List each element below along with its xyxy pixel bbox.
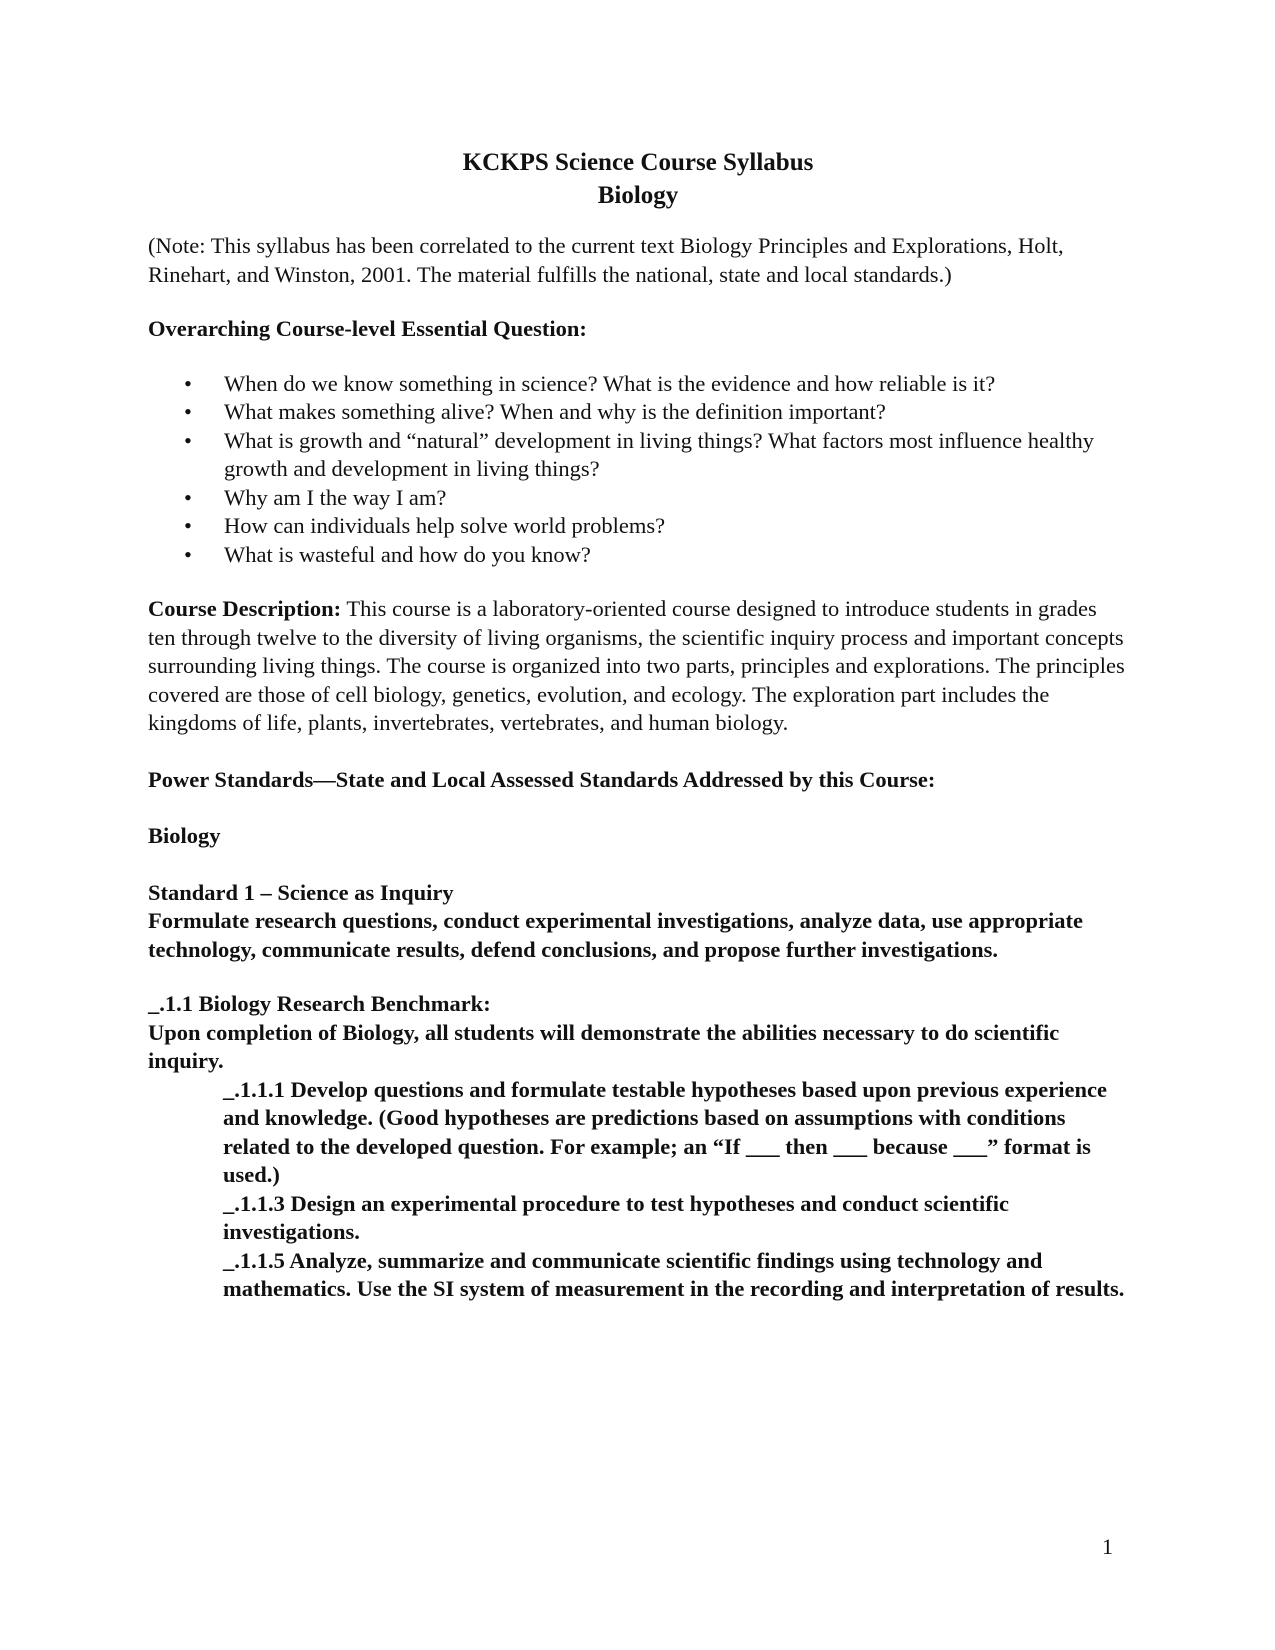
title-line-2: Biology (597, 182, 679, 209)
benchmark-item: _.1.1.3 Design an experimental procedure to test hypotheses and conduct scientific investigations. (223, 1190, 1010, 1244)
list-item-text: Why am I the way I am? (224, 484, 447, 510)
title-line-1: KCKPS Science Course Syllabus (462, 149, 814, 176)
list-item (148, 398, 1128, 427)
list-item (148, 484, 1128, 513)
page-number: 1 (1102, 1534, 1113, 1559)
standard-1-title: Standard 1 – Science as Inquiry (148, 879, 454, 905)
list-item-text: What is wasteful and how do you know? (224, 541, 591, 567)
bullet-icon: • (184, 427, 192, 453)
syllabus-note: (Note: This syllabus has been correlated to the current text Biology Principles and Explorations, Holt, Rinehart, and Winston, 2001. The material fulfills the national, state and local standards.) (148, 233, 1064, 287)
list-item (148, 427, 1128, 484)
list-item-text: What is growth and “natural” development in living things? What factors most influence healthy growth and development in living things? (224, 427, 1094, 481)
standard-1-text: Formulate research questions, conduct experimental investigations, analyze data, use appropriate technology, communicate results, defend conclusions, and propose further investigations. (148, 908, 1083, 962)
bullet-icon: • (184, 541, 192, 567)
document-title (148, 146, 1128, 212)
list-item-text: What makes something alive? When and why is the definition important? (224, 399, 886, 424)
list-item-text: When do we know something in science? What is the evidence and how reliable is it? (224, 370, 996, 396)
bullet-icon: • (184, 513, 192, 538)
bullet-icon: • (184, 399, 192, 424)
bullet-icon: • (184, 484, 192, 510)
standard-1 (148, 879, 1128, 965)
bullet-icon: • (184, 370, 192, 396)
list-item-text: How can individuals help solve world problems? (224, 513, 666, 538)
benchmark-title: _.1.1 Biology Research Benchmark: (148, 991, 491, 1016)
benchmark-1-1 (148, 990, 1128, 1304)
benchmark-text: Upon completion of Biology, all students will demonstrate the abilities necessary to do scientific inquiry. (148, 1019, 1060, 1073)
power-standards-heading: Power Standards—State and Local Assessed Standards Addressed by this Course: (148, 766, 936, 792)
list-item (148, 512, 1128, 541)
list-item (148, 370, 1128, 399)
essential-question-list (148, 370, 1128, 570)
document-page (148, 146, 1128, 1304)
list-item (148, 541, 1128, 570)
course-description (148, 595, 1128, 738)
course-description-label: Course Description: (148, 596, 342, 621)
subject-heading: Biology (148, 823, 221, 848)
course-description-text: This course is a laboratory-oriented course designed to introduce students in grades ten through twelve to the diversity of living organisms, the scientific inquiry process and important concepts surrounding living things. The course is organized into two parts, principles and explorations. The principles covered are those of cell biology, genetics, evolution, and ecology. The exploration part includes the kingdoms of life, plants, invertebrates, vertebrates, and human biology. (148, 596, 1125, 735)
benchmark-item: _.1.1.5 Analyze, summarize and communicate scientific findings using technology and mathematics. Use the SI system of measurement in the recording and interpretation of results. (223, 1247, 1125, 1301)
essential-question-heading: Overarching Course-level Essential Question: (148, 316, 587, 341)
benchmark-item: _.1.1.1 Develop questions and formulate testable hypotheses based upon previous experience and knowledge. (Good hypotheses are predictions based on assumptions with conditions related to the developed question. For example; an “If ___ then ___ because ___” format is used.) (223, 1076, 1107, 1187)
